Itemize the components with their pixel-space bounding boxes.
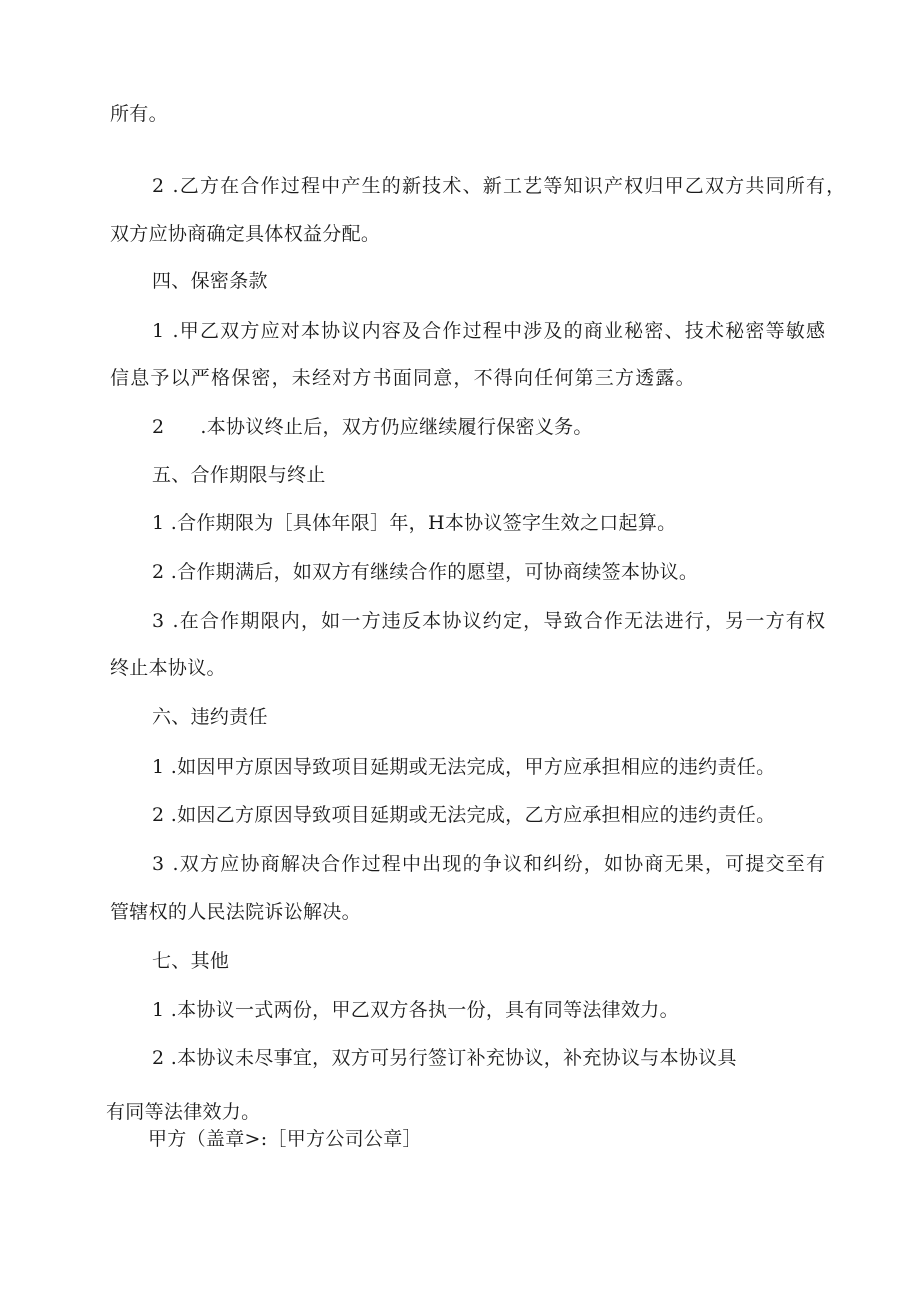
section-heading: 六、违约责任 xyxy=(152,706,268,728)
clause-line: 1 .本协议一式两份，甲乙双方各执一份，具有同等法律效力。 xyxy=(152,999,679,1021)
clause-line xyxy=(152,414,593,440)
clause-line: 3 .双方应协商解决合作过程中出现的争议和纠纷，如协商无果，可提交至有 xyxy=(152,853,827,875)
party-a-seal-line: 甲方（盖章>:［甲方公司公章］ xyxy=(148,1128,422,1150)
section-heading: 四、保密条款 xyxy=(152,270,268,292)
clause-line: 1 .甲乙双方应对本协议内容及合作过程中涉及的商业秘密、技术秘密等敏感 xyxy=(152,320,827,342)
section-heading: 七、其他 xyxy=(152,950,230,972)
clause-line: 2 .本协议未尽事宜，双方可另行签订补充协议，补充协议与本协议具 xyxy=(152,1047,737,1069)
section-heading: 五、合作期限与终止 xyxy=(152,464,326,486)
clause-text: .本协议终止后，双方仍应继续履行保密义务。 xyxy=(200,416,593,438)
clause-line: 2 .合作期满后，如双方有继续合作的愿望，可协商续签本协议。 xyxy=(152,561,699,583)
paragraph-line: 终止本协议。 xyxy=(110,657,226,679)
paragraph-line: 所有。 xyxy=(110,103,168,125)
clause-line: 3 .在合作期限内，如一方违反本协议约定，导致合作无法进行，另一方有权 xyxy=(152,610,827,632)
clause-line: 2 .如因乙方原因导致项目延期或无法完成，乙方应承担相应的违约责任。 xyxy=(152,804,776,826)
paragraph-line: 双方应协商确定具体权益分配。 xyxy=(110,223,381,245)
paragraph-line: 管辖权的人民法院诉讼解决。 xyxy=(110,901,361,923)
clause-number: 2 xyxy=(152,416,165,438)
clause-line: 2 .乙方在合作过程中产生的新技术、新工艺等知识产权归甲乙双方共同所有， xyxy=(152,175,847,197)
paragraph-line: 有同等法律效力。 xyxy=(106,1101,261,1123)
clause-line: 1 .如因甲方原因导致项目延期或无法完成，甲方应承担相应的违约责任。 xyxy=(152,756,776,778)
clause-line: 1 .合作期限为［具体年限］年，H本协议签字生效之口起算。 xyxy=(152,512,677,534)
paragraph-line: 信息予以严格保密，未经对方书面同意，不得向任何第三方透露。 xyxy=(110,367,696,389)
